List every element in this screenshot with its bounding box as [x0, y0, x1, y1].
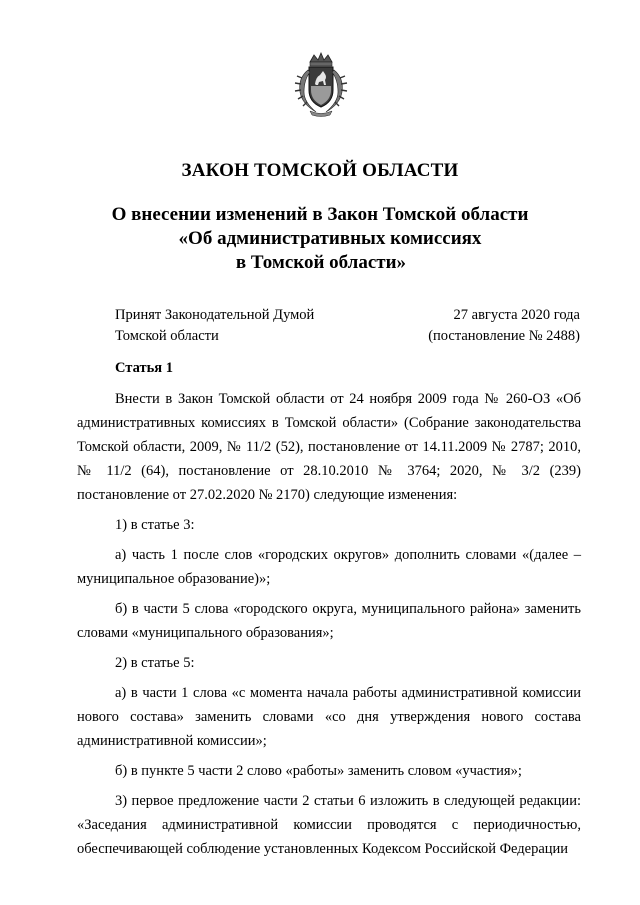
- law-subtitle: [0, 203, 640, 275]
- paragraph: б) в пункте 5 части 2 слово «работы» заменить словом «участия»;: [115, 763, 522, 779]
- paragraph: 2) в статье 5:: [115, 655, 195, 671]
- adoption-region: Томской области: [115, 328, 219, 344]
- resolution-number: (постановление № 2488): [428, 328, 580, 344]
- coat-of-arms-emblem: [290, 52, 352, 118]
- article-body: [77, 387, 581, 867]
- adoption-date: 27 августа 2020 года: [453, 307, 580, 323]
- paragraph: а) в части 1 слова «с момента начала работы административной комиссии нового состава» заменить словами «со дня утверждения нового состава административной комиссии»;: [77, 685, 581, 749]
- paragraph: а) часть 1 после слов «городских округов» дополнить словами «(далее – муниципальное образование)»;: [77, 547, 581, 587]
- subtitle-line: О внесении изменений в Закон Томской области: [111, 204, 529, 225]
- paragraph: Внести в Закон Томской области от 24 ноября 2009 года № 260-ОЗ «Об административных комиссиях в Томской области» (Собрание законодательства Томской области, 2009, № 11/2 (52), постановление от 14.11.2009 № 2787; 2010, № 11/2 (64), постановление от 28.10.2010 № 3764; 2020, № 3/2 (239) постановление от 27.02.2020 № 2170) следующие изменения:: [77, 391, 581, 503]
- paragraph: 3) первое предложение части 2 статьи 6 изложить в следующей редакции: «Заседания административной комиссии проводятся с периодичностью, обеспечивающей соблюдение установленных Кодексом Российской Федерации: [77, 793, 581, 857]
- adoption-info: [115, 305, 314, 347]
- adoption-date-block: [428, 305, 580, 347]
- paragraph: 1) в статье 3:: [115, 517, 195, 533]
- adoption-body: Принят Законодательной Думой: [115, 307, 315, 323]
- subtitle-line: в Томской области»: [235, 252, 407, 273]
- article-heading: Статья 1: [115, 360, 173, 376]
- subtitle-line: «Об административных комиссиях: [178, 228, 482, 249]
- law-title: ЗАКОН ТОМСКОЙ ОБЛАСТИ: [181, 160, 459, 181]
- paragraph: б) в части 5 слова «городского округа, муниципального района» заменить словами «муниципального образования»;: [77, 601, 581, 641]
